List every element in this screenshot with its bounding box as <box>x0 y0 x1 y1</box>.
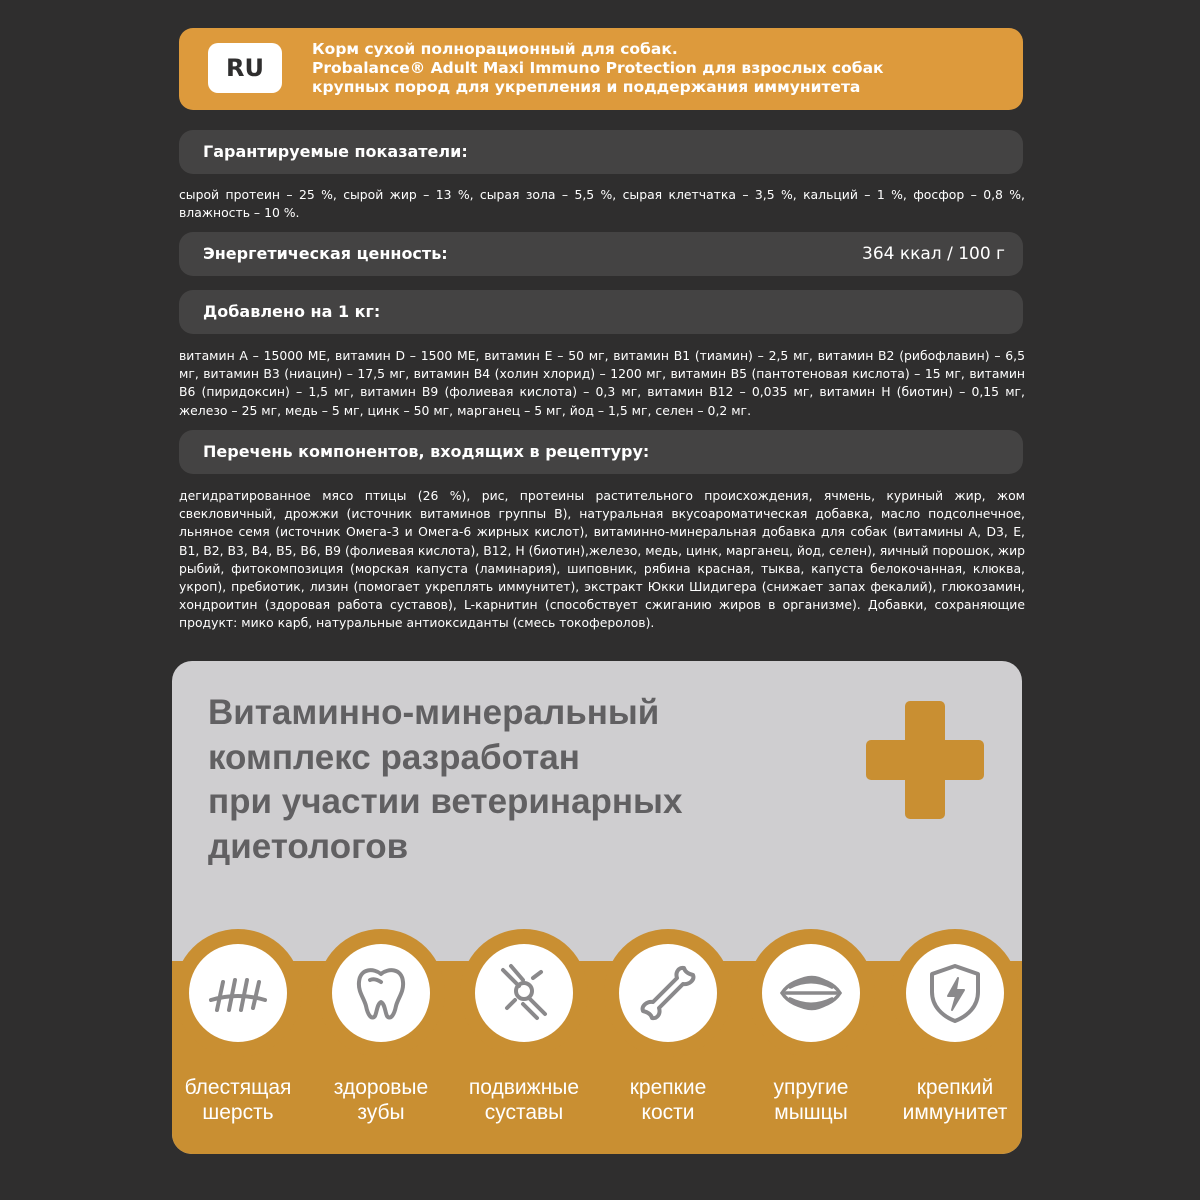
guaranteed-section-bar <box>179 130 1023 174</box>
benefit-label-line: зубы <box>357 1101 405 1124</box>
language-badge: RU <box>208 43 282 93</box>
benefit-label-line: мышцы <box>774 1101 848 1124</box>
benefit-label-line: подвижные <box>468 1076 580 1099</box>
section-title: Гарантируемые показатели: <box>203 142 468 161</box>
benefit-label-line: иммунитет <box>902 1101 1008 1124</box>
energy-value: 364 ккал / 100 г <box>862 244 1005 264</box>
benefit-label-line: крепкий <box>916 1076 994 1099</box>
joint-icon <box>475 944 573 1042</box>
energy-section-bar <box>179 232 1023 276</box>
panel-headline <box>208 691 768 869</box>
benefit-label <box>885 1075 1022 1125</box>
section-title: Добавлено на 1 кг: <box>203 302 381 321</box>
headline-line: Витаминно-минеральный <box>208 693 660 732</box>
benefit-label <box>454 1075 594 1125</box>
benefit-label <box>598 1075 738 1125</box>
product-title-line: Корм сухой полнорационный для собак. <box>312 40 678 58</box>
shield-icon <box>906 944 1004 1042</box>
benefit-label <box>741 1075 881 1125</box>
product-title-line: крупных пород для укрепления и поддержания иммунитета <box>312 78 861 96</box>
benefit-label-line: упругие <box>773 1076 849 1099</box>
benefit-label-line: шерсть <box>202 1101 274 1124</box>
added-text: витамин А – 15000 МЕ, витамин D – 1500 МЕ, витамин Е – 50 мг, витамин В1 (тиамин) – 2,5 мг, витамин В2 (рибофлавин) – 6,5 мг, витамин В3 (ниацин) – 17,5 мг, витамин В4 (холин хлорид) – 1200 мг, витамин В5 (пантотеновая кислота) – 15 мг, витамин В6 (пиридоксин) – 1,5 мг, витамин В9 (фолиевая кислота) – 0,3 мг, витамин В12 – 0,035 мг, витамин Н (биотин) – 0,15 мг, железо – 25 мг, медь – 5 мг, цинк – 50 мг, марганец – 5 мг, йод – 1,5 мг, селен – 0,2 мг. <box>179 348 1025 418</box>
benefit-label <box>172 1075 308 1125</box>
section-title: Перечень компонентов, входящих в рецептуру: <box>203 442 650 461</box>
section-title: Энергетическая ценность: <box>203 244 448 263</box>
guaranteed-text: сырой протеин – 25 %, сырой жир – 13 %, сырая зола – 5,5 %, сырая клетчатка – 3,5 %, кальций – 1 %, фосфор – 0,8 %, влажность – 10 %. <box>179 187 1025 221</box>
bone-icon <box>619 944 717 1042</box>
product-header <box>179 28 1023 110</box>
plus-icon <box>866 701 984 819</box>
tooth-icon <box>332 944 430 1042</box>
benefit-label-line: крепкие <box>629 1076 707 1099</box>
muscle-icon <box>762 944 860 1042</box>
added-section-bar <box>179 290 1023 334</box>
benefit-label <box>311 1075 451 1125</box>
product-title-line: Probalance® Adult Maxi Immuno Protection для взрослых собак <box>312 59 884 77</box>
components-text: дегидратированное мясо птицы (26 %), рис, протеины растительного происхождения, ячмень, куриный жир, жом свекловичный, дрожжи (источник витаминов группы В), натуральная вкусоароматическая добавка, масло подсолнечное, льняное семя (источник Омега-3 и Омега-6 жирных кислот), витаминно-минеральная добавка для собак (витамины А, D3, Е, В1, В2, В3, В4, В5, В6, В9 (фолиевая кислота), В12, Н (биотин),железо, медь, цинк, марганец, йод, селен), яичный порошок, жир рыбий, фитокомпозиция (морская капуста (ламинария), шиповник, рябина красная, тыква, капуста белокочанная, клюква, укроп), пребиотик, лизин (помогает укреплять иммунитет), экстракт Юкки Шидигера (снижает запах фекалий), глюкозамин, хондроитин (здоровая работа суставов), L-карнитин (способствует сжиганию жиров в организме). Добавки, сохраняющие продукт: мико карб, натуральные антиоксиданты (смесь токоферолов). <box>179 488 1025 631</box>
components-section-bar <box>179 430 1023 474</box>
headline-line: комплекс разработан <box>208 737 580 777</box>
benefit-label-line: здоровые <box>333 1076 429 1099</box>
benefits-panel <box>172 661 1022 1154</box>
headline-line: диетологов <box>208 826 409 866</box>
benefit-label-line: кости <box>641 1101 695 1124</box>
benefit-label-line: суставы <box>484 1101 564 1124</box>
product-title <box>312 40 1012 97</box>
benefit-label-line: блестящая <box>184 1076 292 1099</box>
headline-line: при участии ветеринарных <box>208 782 683 821</box>
fur-icon <box>189 944 287 1042</box>
